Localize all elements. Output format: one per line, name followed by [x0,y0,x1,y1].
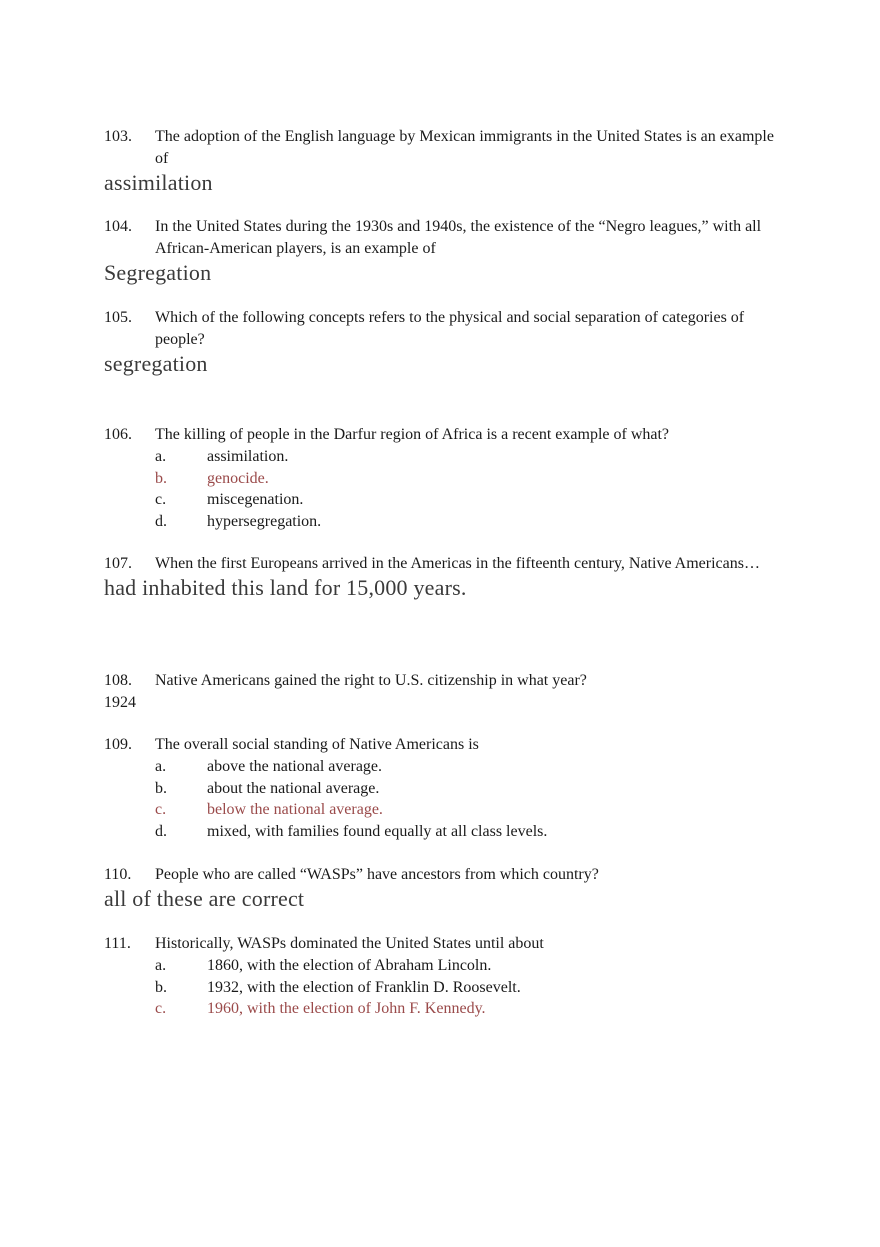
option-text: hypersegregation. [207,512,322,530]
option-b-highlighted: b. genocide. [104,468,784,490]
option-text: mixed, with families found equally at all class levels. [207,822,548,840]
option-text: 1860, with the election of Abraham Lincoln. [207,957,492,974]
question-number: 103. [104,128,132,145]
option-d: d. mixed, with families found equally at all class levels. [104,821,784,843]
question-104 [104,216,784,286]
option-text: miscegenation. [207,491,304,508]
question-103 [104,126,784,196]
question-number: 105. [104,309,132,326]
typed-answer: assimilation [104,170,213,195]
option-text: below the national average. [207,801,383,818]
option-a: a. assimilation. [104,446,784,468]
question-text: Historically, WASPs dominated the United States until about [155,935,544,952]
typed-answer: Segregation [104,260,212,285]
option-c-highlighted: c. 1960, with the election of John F. Kennedy. [104,998,784,1020]
question-number: 110. [104,866,132,883]
typed-answer: 1924 [104,694,136,711]
option-a: a. above the national average. [104,756,784,778]
question-text: The killing of people in the Darfur region of Africa is a recent example of what? [155,426,670,443]
question-109 [104,734,784,842]
question-number: 106. [104,426,132,443]
question-number: 108. [104,672,132,689]
typed-answer: had inhabited this land for 15,000 years. [104,575,467,600]
question-number: 104. [104,218,132,235]
typed-answer: all of these are correct [104,886,305,911]
question-105 [104,307,784,377]
question-107 [104,553,784,601]
option-b: b. 1932, with the election of Franklin D. Roosevelt. [104,977,784,999]
question-108 [104,670,784,714]
question-number: 109. [104,736,132,753]
question-number: 107. [104,555,132,572]
option-text: about the national average. [207,779,380,797]
option-text: 1960, with the election of John F. Kennedy. [207,1000,486,1017]
question-111 [104,933,784,1020]
option-text: assimilation. [207,448,289,465]
typed-answer: segregation [104,351,208,376]
question-text: Which of the following concepts refers to the physical and social separation of categories of people? [155,309,745,348]
option-a: a. 1860, with the election of Abraham Lincoln. [104,955,784,977]
option-c: c. miscegenation. [104,489,784,511]
option-d: d. hypersegregation. [104,511,784,533]
option-b: b. about the national average. [104,778,784,800]
question-110 [104,864,784,912]
option-text: genocide. [207,469,269,487]
option-c-highlighted: c. below the national average. [104,799,784,821]
option-text: 1932, with the election of Franklin D. Roosevelt. [207,978,521,996]
question-text: People who are called “WASPs” have ancestors from which country? [155,866,599,883]
question-text: Native Americans gained the right to U.S. citizenship in what year? [155,672,587,689]
option-text: above the national average. [207,758,383,775]
question-number: 111. [104,935,131,952]
question-text: The overall social standing of Native Americans is [155,736,479,753]
question-text: When the first Europeans arrived in the Americas in the fifteenth century, Native Americans… [155,555,760,572]
question-text: In the United States during the 1930s and 1940s, the existence of the “Negro leagues,” with all African-American players, is an example of [155,218,762,257]
question-text: The adoption of the English language by Mexican immigrants in the United States is an example of [155,128,774,167]
question-106 [104,424,784,532]
